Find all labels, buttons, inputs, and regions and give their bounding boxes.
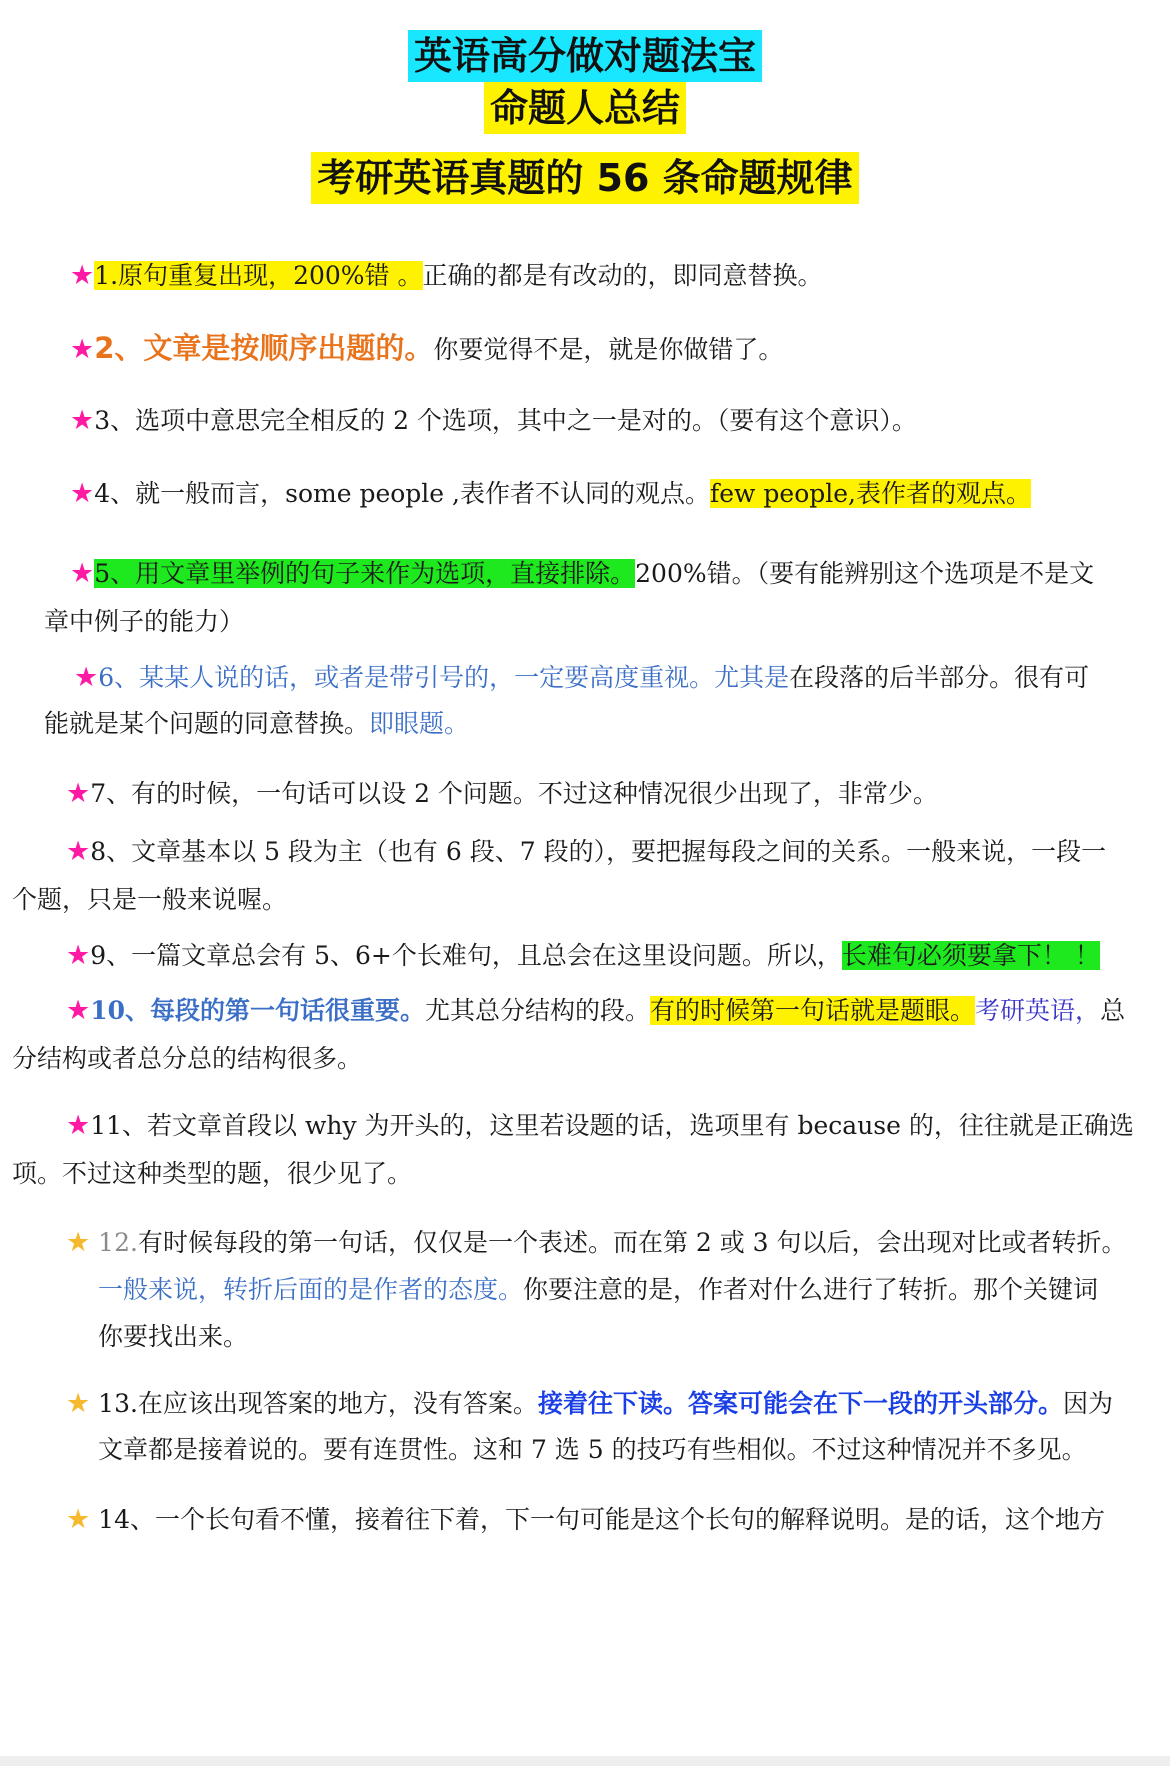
rule-10-text-2: 分结构或者总分总的结构很多。	[12, 1044, 363, 1073]
rule-item-13-cont	[98, 1424, 1158, 1476]
rule-item-4	[70, 468, 1150, 520]
rule-6-blue-2: 即眼题。	[369, 709, 470, 738]
bottom-edge	[0, 1756, 1170, 1766]
rule-11-text: 11、若文章首段以 why 为开头的，这里若设题的话，选项里有 because 的，往往就是正确选	[90, 1111, 1134, 1140]
star-icon: ★	[70, 478, 95, 509]
rule-14-text: 14、一个长句看不懂，接着往下着，下一句可能是这个长句的解释说明。是的话，这个地方	[98, 1505, 1105, 1534]
rule-4-text: 4、就一般而言，some people ,表作者不认同的观点。	[94, 479, 710, 508]
rule-item-5	[70, 548, 1150, 600]
star-icon: ★	[66, 1110, 91, 1141]
rule-12-number: 12.	[98, 1228, 138, 1257]
rule-5-text: 200%错。（要有能辨别这个选项是不是文	[635, 559, 1095, 588]
rule-item-6-cont	[44, 698, 1144, 750]
rule-1-highlight: 1.原句重复出现，200%错 。	[94, 261, 423, 290]
rule-10-purple: 考研英语，	[975, 996, 1101, 1025]
rule-item-11-cont	[12, 1148, 1142, 1200]
rule-item-6	[74, 652, 1150, 704]
title-line-1: 英语高分做对题法宝	[408, 30, 762, 82]
rule-item-3	[70, 395, 1150, 447]
rule-8-text: 8、文章基本以 5 段为主（也有 6 段、7 段的），要把握每段之间的关系。一般来说，一段一	[90, 837, 1107, 866]
rule-item-10-cont	[12, 1033, 1142, 1085]
rule-13-end: 因为	[1062, 1389, 1113, 1418]
rule-13-text: 13.在应该出现答案的地方，没有答案。	[98, 1389, 538, 1418]
star-icon: ★	[66, 778, 91, 809]
rule-6-text-2: 能就是某个问题的同意替换。	[44, 709, 370, 738]
star-icon: ★	[66, 1388, 91, 1419]
rule-item-9	[66, 930, 1150, 982]
rule-2-bold: 2、文章是按顺序出题的。	[94, 331, 434, 365]
rule-11-text-2: 项。不过这种类型的题，很少见了。	[12, 1159, 413, 1188]
rule-13-bold: 接着往下读。答案可能会在下一段的开头部分。	[537, 1389, 1063, 1418]
rule-item-8-cont	[12, 874, 1142, 926]
rule-item-1	[70, 250, 1150, 302]
title-block	[0, 30, 1170, 204]
rule-9-highlight: 长难句必须要拿下！ ！	[841, 941, 1100, 970]
rule-item-12	[66, 1217, 1150, 1269]
star-icon: ★	[70, 558, 95, 589]
star-icon: ★	[70, 405, 95, 436]
rule-12-text-2: 你要注意的是，作者对什么进行了转折。那个关键词	[523, 1275, 1099, 1304]
title-line-3: 考研英语真题的 56 条命题规律	[311, 152, 858, 204]
star-icon: ★	[66, 940, 91, 971]
rule-7-text: 7、有的时候，一句话可以设 2 个问题。不过这种情况很少出现了，非常少。	[90, 779, 938, 808]
rule-item-13	[66, 1378, 1150, 1430]
rule-item-11	[66, 1100, 1150, 1152]
rule-3-text: 3、选项中意思完全相反的 2 个选项，其中之一是对的。（要有这个意识）。	[94, 406, 917, 435]
rule-13-text-2: 文章都是接着说的。要有连贯性。这和 7 选 5 的技巧有些相似。不过这种情况并不多见。	[98, 1435, 1087, 1464]
rule-item-8	[66, 826, 1150, 878]
rule-10-end: 总	[1100, 996, 1126, 1025]
rule-item-7	[66, 768, 1150, 820]
rule-item-5-cont	[44, 596, 1144, 648]
rule-item-12-cont-2	[98, 1311, 1158, 1363]
rule-4-highlight: few people,表作者的观点。	[710, 479, 1031, 508]
star-icon: ★	[70, 260, 95, 291]
rule-10-text: 尤其总分结构的段。	[425, 996, 651, 1025]
star-icon: ★	[66, 1504, 91, 1535]
star-icon: ★	[74, 662, 99, 693]
rule-10-highlight: 有的时候第一句话就是题眼。	[650, 996, 976, 1025]
rule-item-12-cont	[98, 1264, 1158, 1316]
rule-12-text-3: 你要找出来。	[98, 1322, 249, 1351]
rule-12-text: 有时候每段的第一句话，仅仅是一个表述。而在第 2 或 3 句以后，会出现对比或者转折。	[137, 1228, 1127, 1257]
rule-6-blue: 6、某某人说的话，或者是带引号的，一定要高度重视。尤其是	[98, 663, 790, 692]
rule-5-text-2: 章中例子的能力）	[44, 607, 245, 636]
star-icon: ★	[66, 836, 91, 867]
rule-12-blue: 一般来说，转折后面的是作者的态度。	[98, 1275, 524, 1304]
rule-5-highlight: 5、用文章里举例的句子来作为选项，直接排除。	[94, 559, 636, 588]
rule-10-blue: 10、每段的第一句话很重要。	[90, 996, 426, 1025]
rule-item-14	[66, 1494, 1150, 1546]
rule-item-10	[66, 985, 1150, 1037]
star-icon: ★	[66, 995, 91, 1026]
star-icon: ★	[66, 1227, 91, 1258]
star-icon: ★	[70, 334, 95, 365]
rule-6-text: 在段落的后半部分。很有可	[789, 663, 1090, 692]
rule-2-text: 你要觉得不是，就是你做错了。	[433, 335, 784, 364]
title-line-2: 命题人总结	[484, 82, 686, 134]
rule-1-text: 正确的都是有改动的，即同意替换。	[422, 261, 823, 290]
rule-8-text-2: 个题，只是一般来说喔。	[12, 885, 288, 914]
rule-9-text: 9、一篇文章总会有 5、6+个长难句，且总会在这里设问题。所以，	[90, 941, 842, 970]
rule-item-2	[70, 322, 1150, 376]
